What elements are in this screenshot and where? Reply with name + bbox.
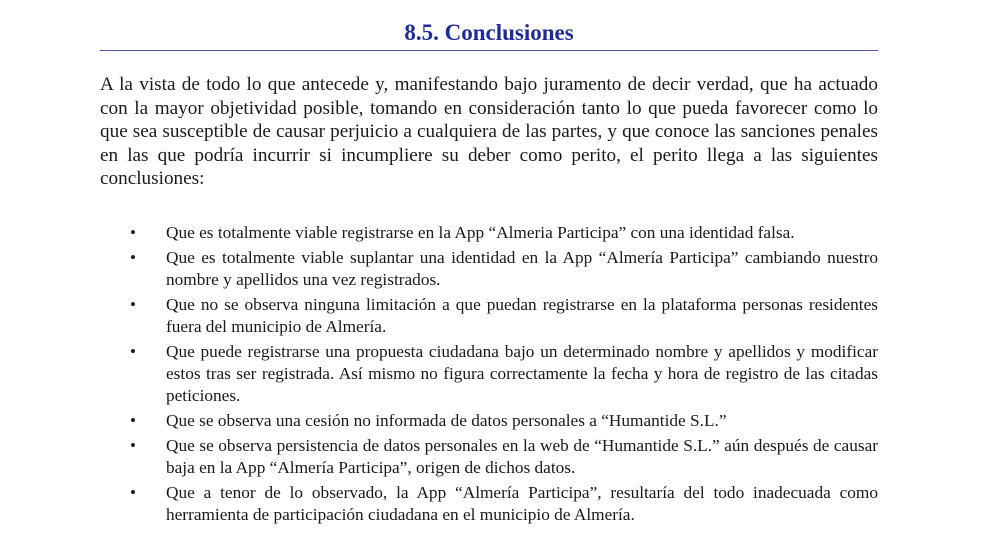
conclusion-item [100, 482, 878, 526]
conclusion-item [100, 222, 878, 244]
conclusion-text: Que puede registrarse una propuesta ciudadana bajo un determinado nombre y apellidos y modificar estos tras ser registrada. Así mismo no figura correctamente la fecha y hora de registro de las citadas peticiones. [166, 342, 878, 405]
conclusions-list [100, 222, 878, 529]
bullet-icon: • [130, 248, 136, 267]
conclusion-text: Que no se observa ninguna limitación a que puedan registrarse en la plataforma personas residentes fuera del municipio de Almería. [166, 295, 878, 336]
conclusion-text: Que se observa persistencia de datos personales en la web de “Humantide S.L.” aún después de causar baja en la App “Almería Participa”, origen de dichos datos. [166, 436, 878, 477]
bullet-icon: • [130, 342, 136, 361]
conclusion-item [100, 435, 878, 479]
conclusion-text: Que es totalmente viable registrarse en la App “Almeria Participa” con una identidad falsa. [166, 223, 795, 242]
bullet-icon: • [130, 295, 136, 314]
title-underline [100, 50, 878, 51]
bullet-icon: • [130, 483, 136, 502]
section-title: 8.5. Conclusiones [404, 20, 574, 45]
intro-paragraph: A la vista de todo lo que antecede y, manifestando bajo juramento de decir verdad, que ha actuado con la mayor objetividad posible, tomando en consideración tanto lo que pueda favorecer como lo que sea susceptible de causar perjuicio a cualquiera de las partes, y que conoce las sanciones penales en las que podría incurrir si incumpliere su deber como perito, el perito llega a las siguientes conclusiones: [100, 74, 878, 189]
conclusion-item [100, 294, 878, 338]
bullet-icon: • [130, 223, 136, 242]
conclusion-text: Que se observa una cesión no informada de datos personales a “Humantide S.L.” [166, 411, 727, 430]
conclusion-text: Que es totalmente viable suplantar una identidad en la App “Almería Participa” cambiando nuestro nombre y apellidos una vez registrados. [166, 248, 878, 289]
conclusion-item [100, 247, 878, 291]
bullet-icon: • [130, 436, 136, 455]
bullet-icon: • [130, 411, 136, 430]
conclusion-text: Que a tenor de lo observado, la App “Almería Participa”, resultaría del todo inadecuada como herramienta de participación ciudadana en el municipio de Almería. [166, 483, 878, 524]
conclusion-item [100, 341, 878, 407]
conclusion-item [100, 410, 878, 432]
